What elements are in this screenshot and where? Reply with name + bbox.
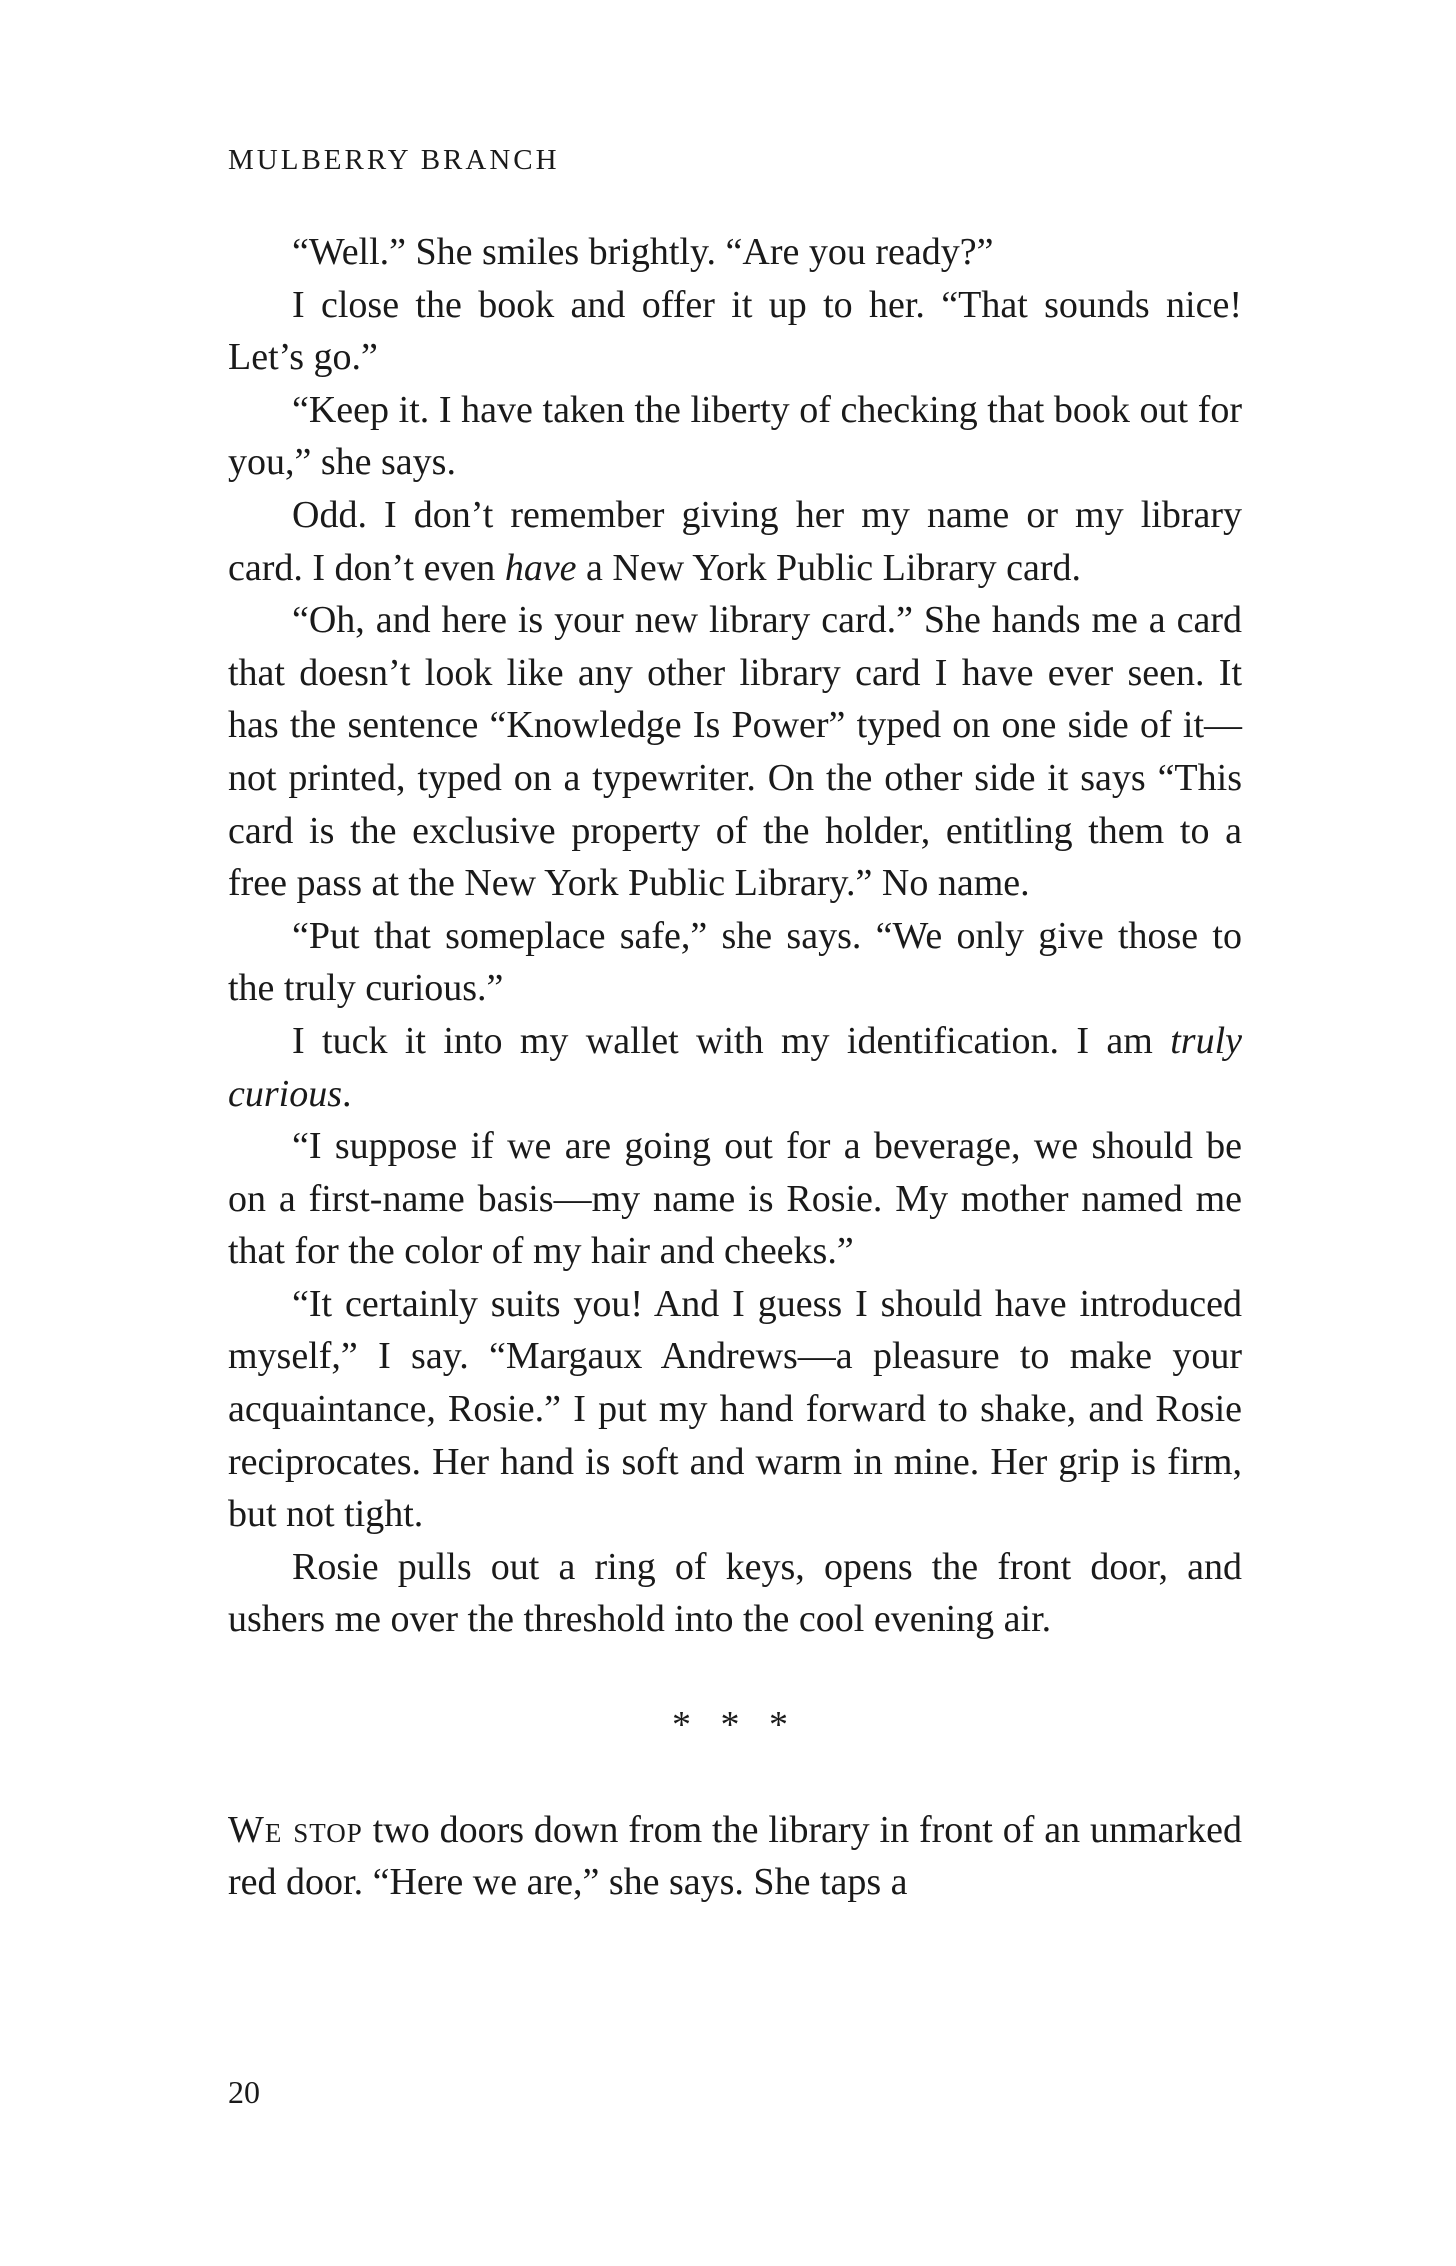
paragraph-text: two doors down from the library in front of an unmarked red door. “Here we are,” she says. She taps a (228, 1808, 1242, 1904)
paragraph (228, 1015, 1242, 1120)
paragraph-text: a New York Public Library card. (576, 546, 1081, 589)
paragraph: “Well.” She smiles brightly. “Are you ready?” (292, 231, 994, 273)
paragraph: Rosie pulls out a ring of keys, opens the front door, and ushers me over the threshold into the cool evening air. (228, 1545, 1242, 1641)
paragraph-text: . (342, 1072, 352, 1115)
paragraph: I close the book and offer it up to her. “That sounds nice! Let’s go.” (228, 283, 1242, 379)
paragraph: “Keep it. I have taken the liberty of checking that book out for you,” she says. (228, 388, 1242, 484)
running-head: MULBERRY BRANCH (228, 144, 560, 176)
paragraph-text: Odd. I don’t remember giving her my name or my library card. I don’t even (228, 493, 1242, 589)
emphasis: have (504, 546, 577, 589)
paragraph: “Oh, and here is your new library card.” She hands me a card that doesn’t look like any other library card I have ever seen. It has the sentence “Knowledge Is Power” typed on one side of it—not printed, typed on a typewriter. On the other side it says “This card is the exclusive property of the holder, entitling them to a free pass at the New York Public Library.” No name. (228, 599, 1242, 905)
paragraph (228, 489, 1242, 594)
page-number: 20 (228, 2074, 260, 2110)
section-break: * * * (672, 1703, 798, 1746)
emphasis: truly curious (228, 1019, 1242, 1115)
small-caps-lead: We stop (228, 1808, 363, 1851)
paragraph: “I suppose if we are going out for a beverage, we should be on a first-name basis—my name is Rosie. My mother named me that for the color of my hair and cheeks.” (228, 1125, 1242, 1273)
paragraph: “It certainly suits you! And I guess I should have introduced myself,” I say. “Margaux Andrews—a pleasure to make your acquaintance, Rosie.” I put my hand forward to shake, and Rosie reciprocates. Her hand is soft and warm in mine. Her grip is firm, but not tight. (228, 1282, 1242, 1536)
paragraph-opening (228, 1804, 1242, 1909)
paragraph-text: I tuck it into my wallet with my identification. I am (292, 1019, 1171, 1062)
body-text (228, 226, 1242, 1909)
paragraph: “Put that someplace safe,” she says. “We only give those to the truly curious.” (228, 914, 1242, 1010)
